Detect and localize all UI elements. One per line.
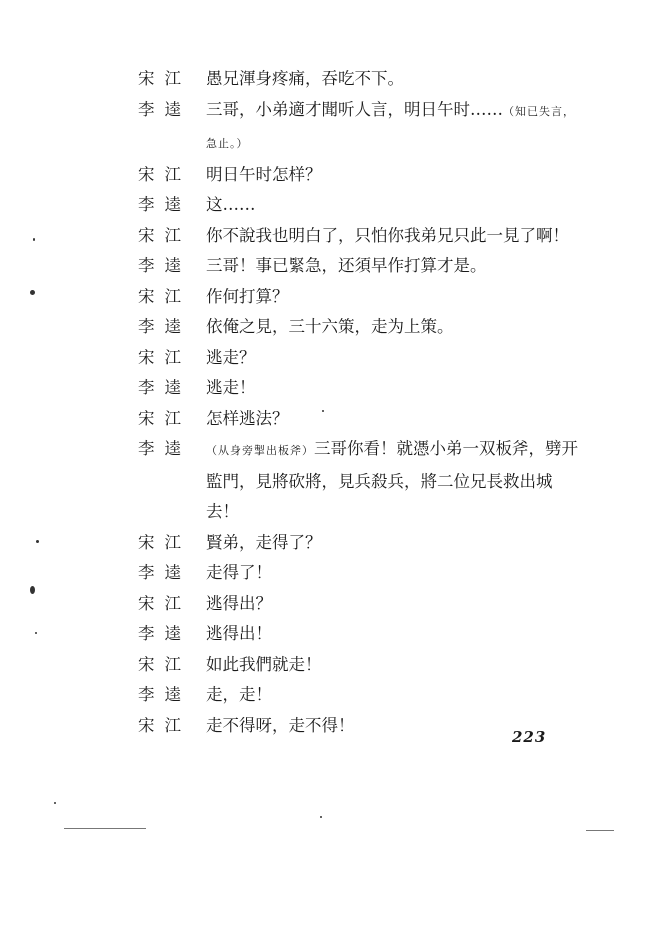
scan-speck — [36, 540, 39, 543]
speaker-name: 宋江 — [138, 164, 191, 184]
stage-direction: （知已失言，急止。） — [206, 104, 575, 150]
scan-speck — [322, 410, 324, 412]
dialogue-line — [138, 95, 578, 160]
speaker-name: 李逵 — [138, 256, 191, 275]
dialogue-line — [138, 160, 578, 191]
speech-text: 如此我們就走！ — [206, 654, 322, 674]
scan-speck — [35, 632, 37, 634]
speech-text: 你不說我也明白了，只怕你我弟兄只此一見了啊！ — [206, 225, 569, 245]
speech-text: 走得了！ — [206, 563, 272, 582]
scan-edge-line — [586, 830, 614, 831]
speaker-name: 宋江 — [138, 347, 191, 367]
dialogue-line — [138, 282, 578, 313]
dialogue-line — [138, 64, 578, 95]
speech-text: 明日午时怎样？ — [206, 164, 322, 184]
speech-text: 三哥，小弟適才聞听人言，明日午时…… — [206, 99, 503, 119]
dialogue-line — [138, 343, 578, 374]
dialogue-line — [138, 528, 578, 559]
speaker-name: 李逵 — [138, 99, 191, 119]
speech-text: 賢弟，走得了？ — [206, 532, 322, 552]
speech-text: 作何打算？ — [206, 286, 289, 306]
speech-with-stage — [206, 95, 578, 160]
dialogue-line — [138, 558, 578, 589]
dialogue-line — [138, 589, 578, 620]
speech-text: 走不得呀，走不得！ — [206, 715, 355, 735]
dialogue-line — [138, 434, 578, 528]
dialogue-line — [138, 251, 578, 282]
dialogue-line — [138, 190, 578, 221]
speaker-name: 李逵 — [138, 439, 191, 458]
script-body — [138, 64, 578, 741]
speaker-name: 宋江 — [138, 532, 191, 552]
speech-text: 这…… — [206, 195, 256, 214]
scan-speck — [30, 586, 35, 594]
dialogue-line — [138, 680, 578, 711]
speaker-name: 李逵 — [138, 685, 191, 704]
speech-text: 三哥！事已緊急，还須早作打算才是。 — [206, 256, 487, 275]
speech-text: 走，走！ — [206, 685, 272, 704]
speaker-name: 李逵 — [138, 624, 191, 643]
speech-text: 怎样逃法？ — [206, 408, 289, 428]
speaker-name: 宋江 — [138, 286, 191, 306]
speaker-name: 宋江 — [138, 715, 191, 735]
dialogue-line — [138, 619, 578, 650]
speaker-name: 李逵 — [138, 378, 191, 397]
dialogue-line — [138, 650, 578, 681]
scan-speck — [33, 238, 35, 241]
dialogue-line — [138, 404, 578, 435]
speaker-name: 李逵 — [138, 563, 191, 582]
speech-text: 逃走！ — [206, 378, 256, 397]
speech-text: 三哥你看！就憑小弟一双板斧，劈开監門，見將砍將，見兵殺兵，將二位兄長救出城去！ — [206, 439, 578, 521]
scan-speck — [54, 802, 56, 804]
scan-speck — [30, 290, 35, 295]
speaker-name: 宋江 — [138, 69, 191, 88]
speaker-name: 宋江 — [138, 408, 191, 428]
page-number: 223 — [512, 728, 547, 746]
speaker-name: 宋江 — [138, 225, 191, 245]
speech-text: 逃得出？ — [206, 593, 272, 613]
speech-text: 依俺之見，三十六策，走为上策。 — [206, 317, 454, 336]
speech-with-stage — [206, 434, 578, 528]
speaker-name: 李逵 — [138, 317, 191, 336]
dialogue-line — [138, 373, 578, 404]
dialogue-line — [138, 312, 578, 343]
dialogue-line — [138, 221, 578, 252]
speaker-name: 李逵 — [138, 195, 191, 214]
speech-text: 逃得出！ — [206, 624, 272, 643]
scan-speck — [320, 816, 322, 818]
speech-text: 愚兄渾身疼痛，吞吃不下。 — [206, 69, 404, 88]
speaker-name: 宋江 — [138, 654, 191, 674]
speaker-name: 宋江 — [138, 593, 191, 613]
stage-direction: （从身旁掣出板斧） — [206, 444, 314, 457]
scan-edge-line — [64, 828, 146, 829]
speech-text: 逃走？ — [206, 347, 256, 367]
